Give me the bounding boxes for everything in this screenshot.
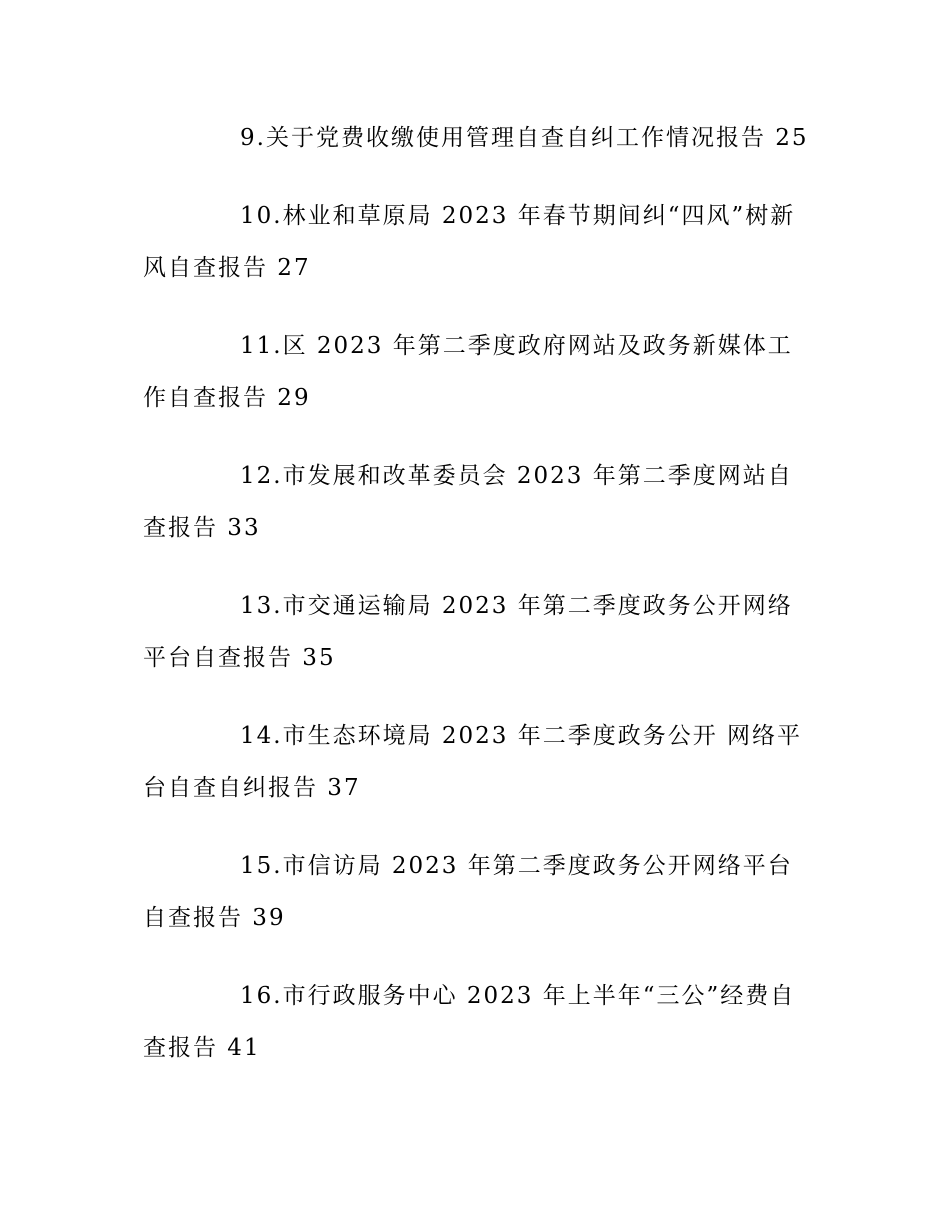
toc-entry-16: 16.市行政服务中心 2023 年上半年“三公”经费自查报告 41 — [143, 983, 796, 1061]
toc-entry-11: 11.区 2023 年第二季度政府网站及政务新媒体工作自查报告 29 — [143, 333, 793, 411]
toc-entry-9: 9.关于党费收缴使用管理自查自纠工作情况报告 25 — [240, 125, 809, 151]
table-of-contents — [143, 112, 811, 1100]
toc-entry-15: 15.市信访局 2023 年第二季度政务公开网络平台自查报告 39 — [143, 853, 793, 931]
toc-entry-12: 12.市发展和改革委员会 2023 年第二季度网站自查报告 33 — [143, 463, 793, 541]
toc-entry-13: 13.市交通运输局 2023 年第二季度政务公开网络平台自查报告 35 — [143, 593, 793, 671]
toc-entry-14: 14.市生态环境局 2023 年二季度政务公开 网络平台自查自纠报告 37 — [143, 723, 803, 801]
toc-entry-10: 10.林业和草原局 2023 年春节期间纠“四风”树新风自查报告 27 — [143, 203, 796, 281]
